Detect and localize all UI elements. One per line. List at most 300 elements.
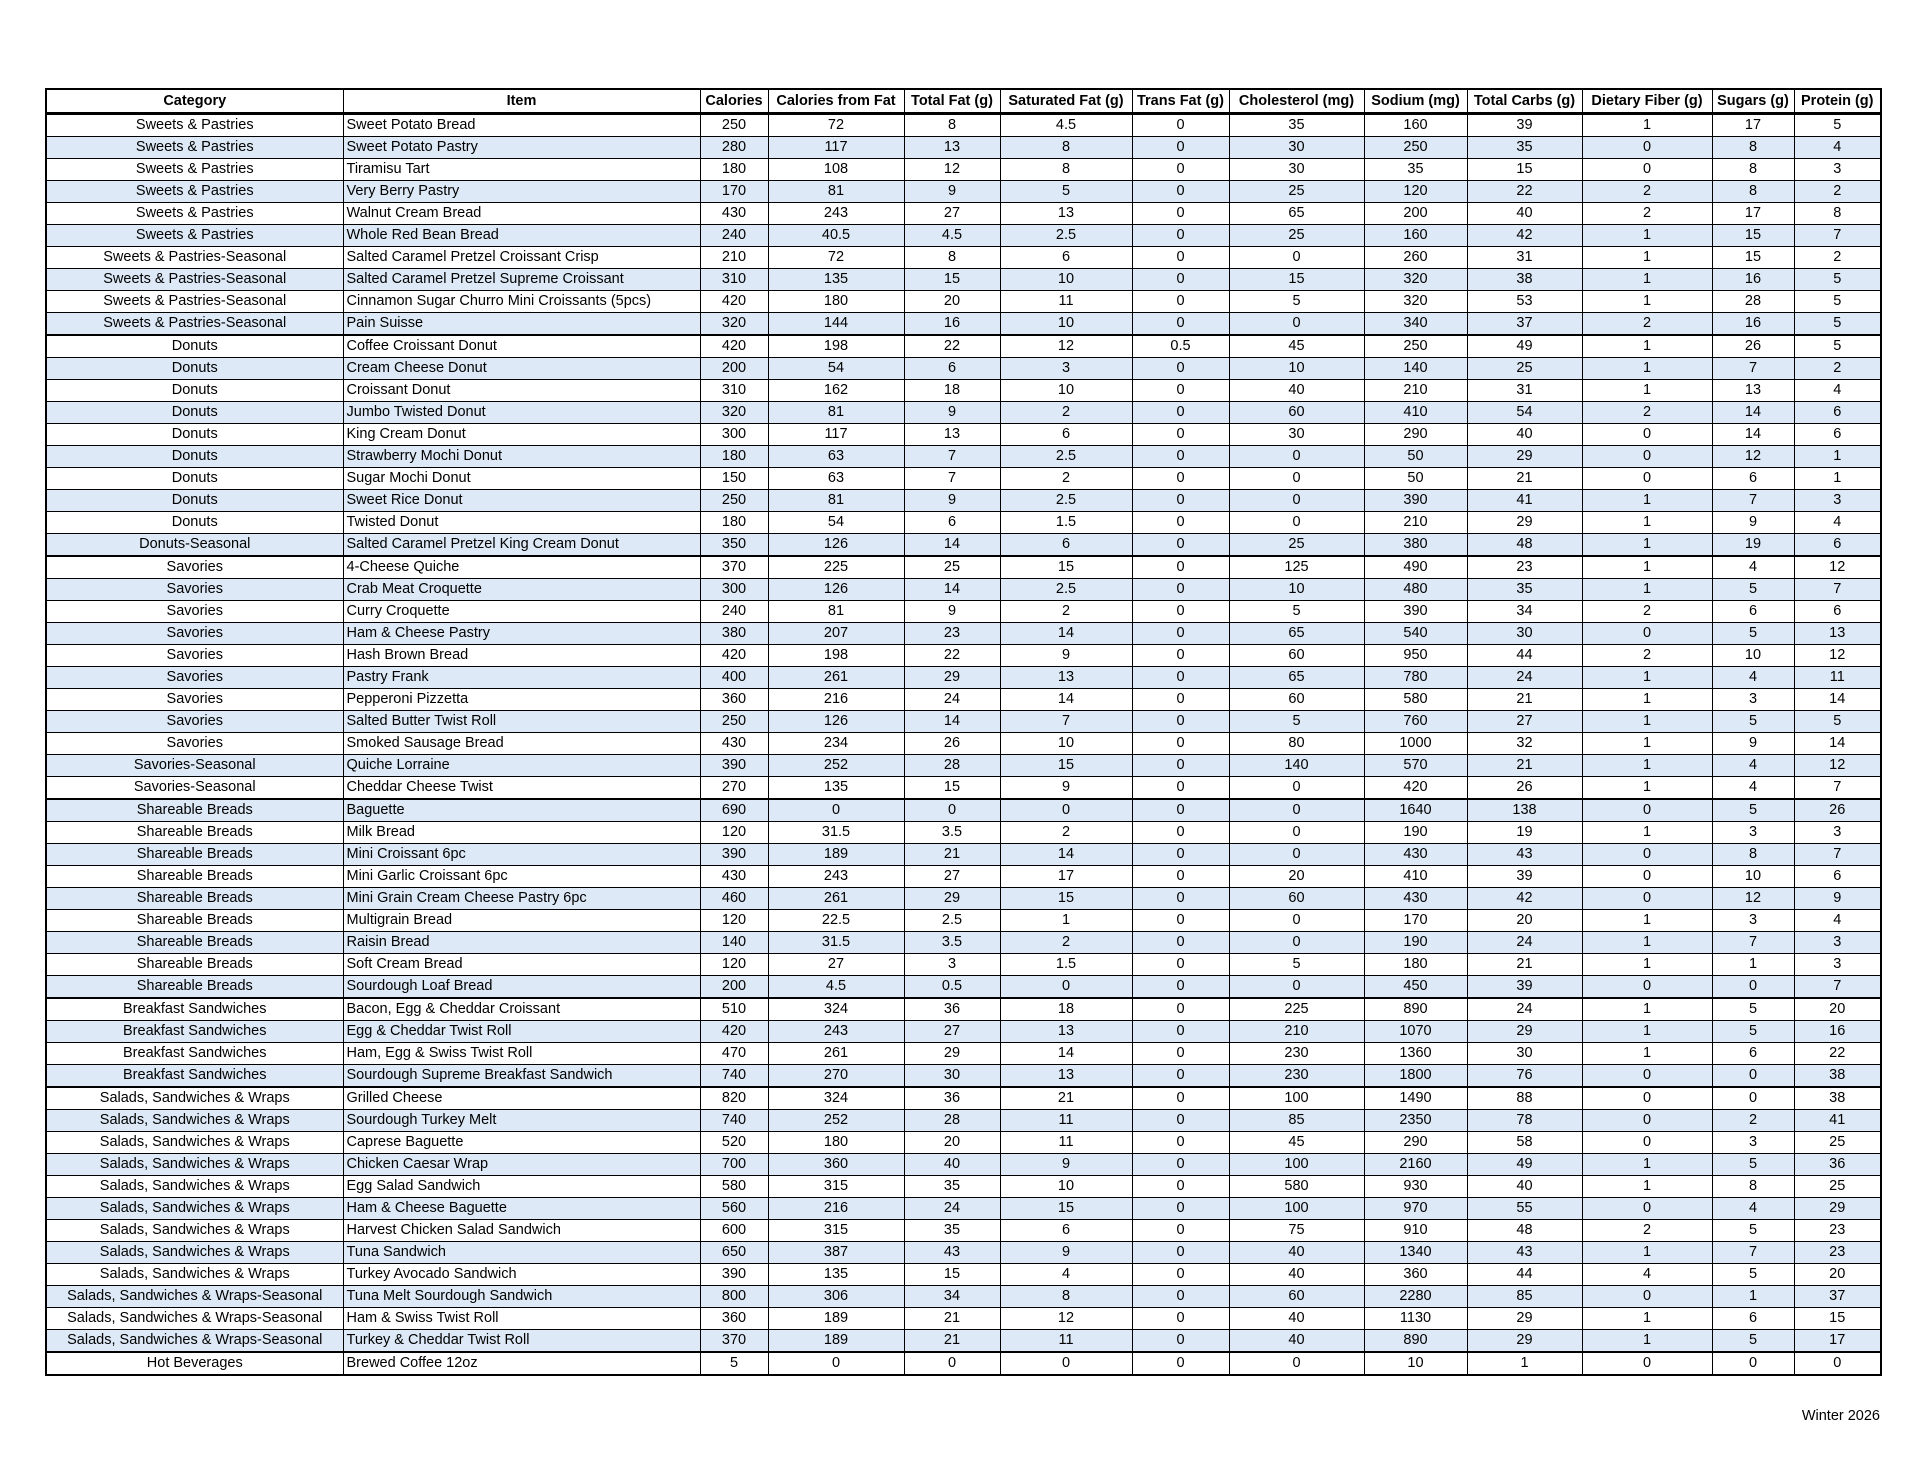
cell-total-carbs: 22 (1467, 181, 1582, 203)
cell-sugars: 5 (1712, 799, 1794, 822)
cell-trans-fat: 0 (1132, 512, 1229, 534)
table-row (46, 954, 1881, 976)
table-row (46, 358, 1881, 380)
cell-total-fat: 25 (904, 556, 1000, 579)
cell-saturated-fat: 15 (1000, 556, 1132, 579)
cell-trans-fat: 0 (1132, 1286, 1229, 1308)
cell-sodium: 160 (1364, 114, 1467, 137)
cell-cholesterol: 65 (1229, 667, 1364, 689)
cell-trans-fat: 0 (1132, 1330, 1229, 1353)
cell-item: King Cream Donut (343, 424, 700, 446)
cell-saturated-fat: 8 (1000, 159, 1132, 181)
cell-total-fat: 36 (904, 998, 1000, 1021)
cell-trans-fat: 0 (1132, 534, 1229, 557)
column-header-sugars: Sugars (g) (1712, 89, 1794, 114)
cell-total-carbs: 21 (1467, 468, 1582, 490)
cell-protein: 7 (1794, 844, 1881, 866)
cell-item: Mini Grain Cream Cheese Pastry 6pc (343, 888, 700, 910)
cell-saturated-fat: 2.5 (1000, 446, 1132, 468)
cell-calories: 390 (700, 1264, 768, 1286)
cell-item: Curry Croquette (343, 601, 700, 623)
cell-total-fat: 22 (904, 645, 1000, 667)
cell-cholesterol: 40 (1229, 1242, 1364, 1264)
cell-cholesterol: 60 (1229, 402, 1364, 424)
cell-total-carbs: 19 (1467, 822, 1582, 844)
cell-category: Salads, Sandwiches & Wraps (46, 1242, 343, 1264)
table-row (46, 1264, 1881, 1286)
cell-category: Salads, Sandwiches & Wraps (46, 1110, 343, 1132)
table-row (46, 777, 1881, 800)
cell-total-carbs: 40 (1467, 424, 1582, 446)
cell-trans-fat: 0 (1132, 645, 1229, 667)
cell-item: Tuna Melt Sourdough Sandwich (343, 1286, 700, 1308)
cell-total-fat: 15 (904, 777, 1000, 800)
cell-dietary-fiber: 0 (1582, 1286, 1712, 1308)
cell-calories-from-fat: 225 (768, 556, 904, 579)
cell-cholesterol: 0 (1229, 976, 1364, 999)
cell-sodium: 320 (1364, 269, 1467, 291)
cell-protein: 20 (1794, 1264, 1881, 1286)
cell-sugars: 8 (1712, 137, 1794, 159)
cell-calories-from-fat: 135 (768, 1264, 904, 1286)
cell-calories: 250 (700, 490, 768, 512)
cell-calories-from-fat: 63 (768, 468, 904, 490)
cell-total-carbs: 30 (1467, 1043, 1582, 1065)
cell-calories-from-fat: 72 (768, 114, 904, 137)
cell-category: Donuts (46, 402, 343, 424)
cell-item: Croissant Donut (343, 380, 700, 402)
cell-trans-fat: 0 (1132, 291, 1229, 313)
cell-cholesterol: 25 (1229, 534, 1364, 557)
cell-saturated-fat: 3 (1000, 358, 1132, 380)
cell-dietary-fiber: 1 (1582, 998, 1712, 1021)
cell-saturated-fat: 0 (1000, 799, 1132, 822)
cell-sugars: 3 (1712, 910, 1794, 932)
cell-trans-fat: 0 (1132, 490, 1229, 512)
table-row (46, 601, 1881, 623)
cell-cholesterol: 230 (1229, 1065, 1364, 1088)
cell-cholesterol: 60 (1229, 645, 1364, 667)
cell-calories: 580 (700, 1176, 768, 1198)
cell-category: Sweets & Pastries-Seasonal (46, 247, 343, 269)
cell-trans-fat: 0 (1132, 402, 1229, 424)
cell-total-fat: 7 (904, 468, 1000, 490)
cell-category: Donuts (46, 424, 343, 446)
cell-total-fat: 27 (904, 866, 1000, 888)
cell-total-carbs: 39 (1467, 114, 1582, 137)
cell-sodium: 320 (1364, 291, 1467, 313)
cell-calories-from-fat: 81 (768, 402, 904, 424)
cell-sugars: 16 (1712, 269, 1794, 291)
cell-category: Salads, Sandwiches & Wraps (46, 1198, 343, 1220)
cell-calories-from-fat: 234 (768, 733, 904, 755)
cell-sugars: 5 (1712, 1154, 1794, 1176)
cell-cholesterol: 0 (1229, 910, 1364, 932)
cell-item: Cinnamon Sugar Churro Mini Croissants (5pcs) (343, 291, 700, 313)
cell-sugars: 8 (1712, 844, 1794, 866)
cell-sodium: 570 (1364, 755, 1467, 777)
cell-dietary-fiber: 1 (1582, 114, 1712, 137)
cell-category: Sweets & Pastries-Seasonal (46, 291, 343, 313)
cell-cholesterol: 225 (1229, 998, 1364, 1021)
cell-calories-from-fat: 72 (768, 247, 904, 269)
cell-dietary-fiber: 1 (1582, 711, 1712, 733)
cell-item: Pepperoni Pizzetta (343, 689, 700, 711)
cell-sodium: 430 (1364, 888, 1467, 910)
cell-calories-from-fat: 81 (768, 181, 904, 203)
cell-cholesterol: 0 (1229, 777, 1364, 800)
table-row (46, 1308, 1881, 1330)
cell-trans-fat: 0 (1132, 247, 1229, 269)
cell-category: Sweets & Pastries (46, 137, 343, 159)
cell-cholesterol: 100 (1229, 1087, 1364, 1110)
cell-dietary-fiber: 2 (1582, 645, 1712, 667)
cell-total-carbs: 21 (1467, 755, 1582, 777)
column-header-trans-fat: Trans Fat (g) (1132, 89, 1229, 114)
cell-calories: 270 (700, 777, 768, 800)
cell-sodium: 190 (1364, 932, 1467, 954)
cell-calories: 650 (700, 1242, 768, 1264)
cell-item: Sourdough Turkey Melt (343, 1110, 700, 1132)
cell-protein: 15 (1794, 1308, 1881, 1330)
cell-sugars: 14 (1712, 402, 1794, 424)
cell-category: Breakfast Sandwiches (46, 998, 343, 1021)
cell-total-fat: 7 (904, 446, 1000, 468)
cell-dietary-fiber: 0 (1582, 1110, 1712, 1132)
cell-protein: 17 (1794, 1330, 1881, 1353)
cell-sodium: 340 (1364, 313, 1467, 336)
cell-sugars: 5 (1712, 1220, 1794, 1242)
cell-trans-fat: 0 (1132, 799, 1229, 822)
cell-total-fat: 36 (904, 1087, 1000, 1110)
cell-category: Breakfast Sandwiches (46, 1021, 343, 1043)
cell-calories: 740 (700, 1065, 768, 1088)
cell-category: Donuts-Seasonal (46, 534, 343, 557)
cell-dietary-fiber: 0 (1582, 866, 1712, 888)
cell-total-fat: 16 (904, 313, 1000, 336)
cell-protein: 2 (1794, 247, 1881, 269)
cell-trans-fat: 0.5 (1132, 335, 1229, 358)
cell-dietary-fiber: 1 (1582, 1330, 1712, 1353)
cell-total-carbs: 42 (1467, 888, 1582, 910)
cell-item: Sweet Potato Pastry (343, 137, 700, 159)
cell-sodium: 170 (1364, 910, 1467, 932)
cell-cholesterol: 40 (1229, 1264, 1364, 1286)
cell-sodium: 290 (1364, 424, 1467, 446)
cell-calories: 470 (700, 1043, 768, 1065)
cell-calories: 510 (700, 998, 768, 1021)
cell-sodium: 210 (1364, 512, 1467, 534)
cell-sugars: 10 (1712, 866, 1794, 888)
cell-dietary-fiber: 1 (1582, 358, 1712, 380)
cell-total-carbs: 29 (1467, 1330, 1582, 1353)
cell-sodium: 120 (1364, 181, 1467, 203)
cell-category: Salads, Sandwiches & Wraps (46, 1154, 343, 1176)
table-row (46, 1132, 1881, 1154)
cell-sugars: 7 (1712, 1242, 1794, 1264)
cell-cholesterol: 40 (1229, 1308, 1364, 1330)
cell-saturated-fat: 2 (1000, 932, 1132, 954)
cell-trans-fat: 0 (1132, 181, 1229, 203)
cell-dietary-fiber: 4 (1582, 1264, 1712, 1286)
cell-cholesterol: 60 (1229, 1286, 1364, 1308)
cell-trans-fat: 0 (1132, 910, 1229, 932)
column-header-item: Item (343, 89, 700, 114)
cell-protein: 38 (1794, 1087, 1881, 1110)
cell-calories: 420 (700, 335, 768, 358)
cell-saturated-fat: 15 (1000, 888, 1132, 910)
cell-trans-fat: 0 (1132, 1352, 1229, 1375)
cell-cholesterol: 0 (1229, 512, 1364, 534)
cell-dietary-fiber: 2 (1582, 313, 1712, 336)
cell-category: Shareable Breads (46, 932, 343, 954)
cell-total-carbs: 24 (1467, 998, 1582, 1021)
cell-sodium: 250 (1364, 137, 1467, 159)
cell-total-carbs: 37 (1467, 313, 1582, 336)
cell-total-carbs: 44 (1467, 1264, 1582, 1286)
cell-item: Turkey & Cheddar Twist Roll (343, 1330, 700, 1353)
cell-cholesterol: 25 (1229, 181, 1364, 203)
cell-saturated-fat: 10 (1000, 733, 1132, 755)
cell-dietary-fiber: 1 (1582, 556, 1712, 579)
cell-dietary-fiber: 2 (1582, 402, 1712, 424)
cell-trans-fat: 0 (1132, 1264, 1229, 1286)
cell-total-fat: 14 (904, 534, 1000, 557)
cell-sugars: 10 (1712, 645, 1794, 667)
table-row (46, 1242, 1881, 1264)
cell-category: Donuts (46, 380, 343, 402)
cell-total-fat: 20 (904, 1132, 1000, 1154)
cell-protein: 3 (1794, 932, 1881, 954)
cell-cholesterol: 0 (1229, 490, 1364, 512)
cell-item: Cream Cheese Donut (343, 358, 700, 380)
cell-calories: 600 (700, 1220, 768, 1242)
cell-saturated-fat: 2.5 (1000, 579, 1132, 601)
cell-trans-fat: 0 (1132, 1043, 1229, 1065)
cell-cholesterol: 40 (1229, 380, 1364, 402)
cell-sugars: 6 (1712, 601, 1794, 623)
cell-total-fat: 13 (904, 137, 1000, 159)
cell-total-fat: 26 (904, 733, 1000, 755)
cell-saturated-fat: 8 (1000, 137, 1132, 159)
cell-category: Shareable Breads (46, 822, 343, 844)
cell-sugars: 8 (1712, 159, 1794, 181)
cell-dietary-fiber: 1 (1582, 269, 1712, 291)
cell-trans-fat: 0 (1132, 755, 1229, 777)
cell-cholesterol: 5 (1229, 954, 1364, 976)
cell-total-carbs: 15 (1467, 159, 1582, 181)
cell-dietary-fiber: 1 (1582, 1043, 1712, 1065)
cell-saturated-fat: 1 (1000, 910, 1132, 932)
table-row (46, 667, 1881, 689)
cell-calories: 180 (700, 446, 768, 468)
cell-calories-from-fat: 252 (768, 1110, 904, 1132)
cell-trans-fat: 0 (1132, 601, 1229, 623)
table-row (46, 623, 1881, 645)
cell-sodium: 1130 (1364, 1308, 1467, 1330)
cell-category: Sweets & Pastries-Seasonal (46, 313, 343, 336)
cell-dietary-fiber: 0 (1582, 137, 1712, 159)
cell-calories: 420 (700, 645, 768, 667)
cell-cholesterol: 0 (1229, 932, 1364, 954)
cell-saturated-fat: 1.5 (1000, 512, 1132, 534)
table-row (46, 335, 1881, 358)
cell-sodium: 480 (1364, 579, 1467, 601)
cell-item: Ham & Swiss Twist Roll (343, 1308, 700, 1330)
cell-dietary-fiber: 1 (1582, 247, 1712, 269)
cell-saturated-fat: 14 (1000, 689, 1132, 711)
cell-sugars: 5 (1712, 1021, 1794, 1043)
cell-sugars: 3 (1712, 689, 1794, 711)
cell-dietary-fiber: 1 (1582, 755, 1712, 777)
cell-category: Salads, Sandwiches & Wraps-Seasonal (46, 1286, 343, 1308)
cell-item: Egg & Cheddar Twist Roll (343, 1021, 700, 1043)
table-row (46, 910, 1881, 932)
cell-calories-from-fat: 315 (768, 1220, 904, 1242)
cell-sugars: 12 (1712, 888, 1794, 910)
cell-calories: 320 (700, 313, 768, 336)
table-row (46, 1065, 1881, 1088)
cell-total-carbs: 49 (1467, 1154, 1582, 1176)
cell-calories: 360 (700, 689, 768, 711)
cell-item: Whole Red Bean Bread (343, 225, 700, 247)
cell-calories: 400 (700, 667, 768, 689)
cell-cholesterol: 65 (1229, 203, 1364, 225)
cell-total-fat: 9 (904, 601, 1000, 623)
cell-trans-fat: 0 (1132, 954, 1229, 976)
cell-item: Harvest Chicken Salad Sandwich (343, 1220, 700, 1242)
cell-item: Salted Butter Twist Roll (343, 711, 700, 733)
cell-trans-fat: 0 (1132, 137, 1229, 159)
table-row (46, 402, 1881, 424)
cell-calories: 430 (700, 866, 768, 888)
table-row (46, 203, 1881, 225)
cell-cholesterol: 35 (1229, 114, 1364, 137)
table-row (46, 998, 1881, 1021)
cell-trans-fat: 0 (1132, 203, 1229, 225)
cell-total-fat: 0.5 (904, 976, 1000, 999)
cell-protein: 2 (1794, 181, 1881, 203)
cell-item: Hash Brown Bread (343, 645, 700, 667)
cell-saturated-fat: 9 (1000, 1154, 1132, 1176)
cell-dietary-fiber: 1 (1582, 225, 1712, 247)
cell-sugars: 5 (1712, 1330, 1794, 1353)
cell-sugars: 19 (1712, 534, 1794, 557)
cell-protein: 41 (1794, 1110, 1881, 1132)
cell-trans-fat: 0 (1132, 159, 1229, 181)
cell-calories-from-fat: 216 (768, 689, 904, 711)
table-row (46, 291, 1881, 313)
cell-total-fat: 20 (904, 291, 1000, 313)
cell-dietary-fiber: 1 (1582, 534, 1712, 557)
cell-saturated-fat: 6 (1000, 534, 1132, 557)
cell-total-fat: 3.5 (904, 822, 1000, 844)
cell-saturated-fat: 6 (1000, 1220, 1132, 1242)
cell-item: Pastry Frank (343, 667, 700, 689)
cell-calories-from-fat: 144 (768, 313, 904, 336)
cell-dietary-fiber: 1 (1582, 733, 1712, 755)
cell-total-carbs: 26 (1467, 777, 1582, 800)
cell-category: Savories (46, 733, 343, 755)
cell-saturated-fat: 2.5 (1000, 490, 1132, 512)
table-row (46, 137, 1881, 159)
cell-sodium: 780 (1364, 667, 1467, 689)
cell-sugars: 6 (1712, 1308, 1794, 1330)
table-row (46, 269, 1881, 291)
cell-total-carbs: 29 (1467, 446, 1582, 468)
cell-total-fat: 40 (904, 1154, 1000, 1176)
cell-sodium: 180 (1364, 954, 1467, 976)
cell-protein: 12 (1794, 556, 1881, 579)
cell-saturated-fat: 11 (1000, 1330, 1132, 1353)
table-header-row (46, 89, 1881, 114)
cell-total-fat: 6 (904, 358, 1000, 380)
cell-calories-from-fat: 126 (768, 711, 904, 733)
cell-sugars: 15 (1712, 247, 1794, 269)
cell-item: Mini Garlic Croissant 6pc (343, 866, 700, 888)
cell-sugars: 2 (1712, 1110, 1794, 1132)
cell-sodium: 390 (1364, 601, 1467, 623)
cell-saturated-fat: 2 (1000, 601, 1132, 623)
cell-trans-fat: 0 (1132, 1198, 1229, 1220)
table-row (46, 313, 1881, 336)
cell-saturated-fat: 9 (1000, 1242, 1132, 1264)
cell-sodium: 930 (1364, 1176, 1467, 1198)
column-header-calories-from-fat: Calories from Fat (768, 89, 904, 114)
table-row (46, 689, 1881, 711)
cell-protein: 7 (1794, 976, 1881, 999)
cell-total-fat: 3 (904, 954, 1000, 976)
cell-total-carbs: 25 (1467, 358, 1582, 380)
cell-total-carbs: 40 (1467, 203, 1582, 225)
cell-calories: 690 (700, 799, 768, 822)
cell-sugars: 4 (1712, 667, 1794, 689)
column-header-cholesterol: Cholesterol (mg) (1229, 89, 1364, 114)
cell-cholesterol: 5 (1229, 601, 1364, 623)
cell-trans-fat: 0 (1132, 1087, 1229, 1110)
cell-sodium: 210 (1364, 380, 1467, 402)
cell-saturated-fat: 11 (1000, 1110, 1132, 1132)
cell-category: Savories (46, 667, 343, 689)
cell-total-fat: 18 (904, 380, 1000, 402)
cell-calories-from-fat: 198 (768, 335, 904, 358)
cell-dietary-fiber: 0 (1582, 1198, 1712, 1220)
cell-cholesterol: 0 (1229, 468, 1364, 490)
cell-sugars: 17 (1712, 203, 1794, 225)
cell-cholesterol: 0 (1229, 822, 1364, 844)
cell-sugars: 7 (1712, 932, 1794, 954)
cell-saturated-fat: 6 (1000, 247, 1132, 269)
cell-trans-fat: 0 (1132, 822, 1229, 844)
table-row (46, 888, 1881, 910)
table-row (46, 645, 1881, 667)
cell-category: Salads, Sandwiches & Wraps (46, 1220, 343, 1242)
cell-saturated-fat: 5 (1000, 181, 1132, 203)
cell-total-fat: 14 (904, 579, 1000, 601)
cell-total-fat: 27 (904, 1021, 1000, 1043)
cell-cholesterol: 60 (1229, 888, 1364, 910)
cell-protein: 26 (1794, 799, 1881, 822)
cell-total-fat: 29 (904, 888, 1000, 910)
cell-cholesterol: 100 (1229, 1198, 1364, 1220)
cell-dietary-fiber: 1 (1582, 932, 1712, 954)
cell-item: Grilled Cheese (343, 1087, 700, 1110)
cell-protein: 4 (1794, 910, 1881, 932)
table-row (46, 1286, 1881, 1308)
cell-total-fat: 23 (904, 623, 1000, 645)
cell-calories-from-fat: 108 (768, 159, 904, 181)
cell-trans-fat: 0 (1132, 1065, 1229, 1088)
